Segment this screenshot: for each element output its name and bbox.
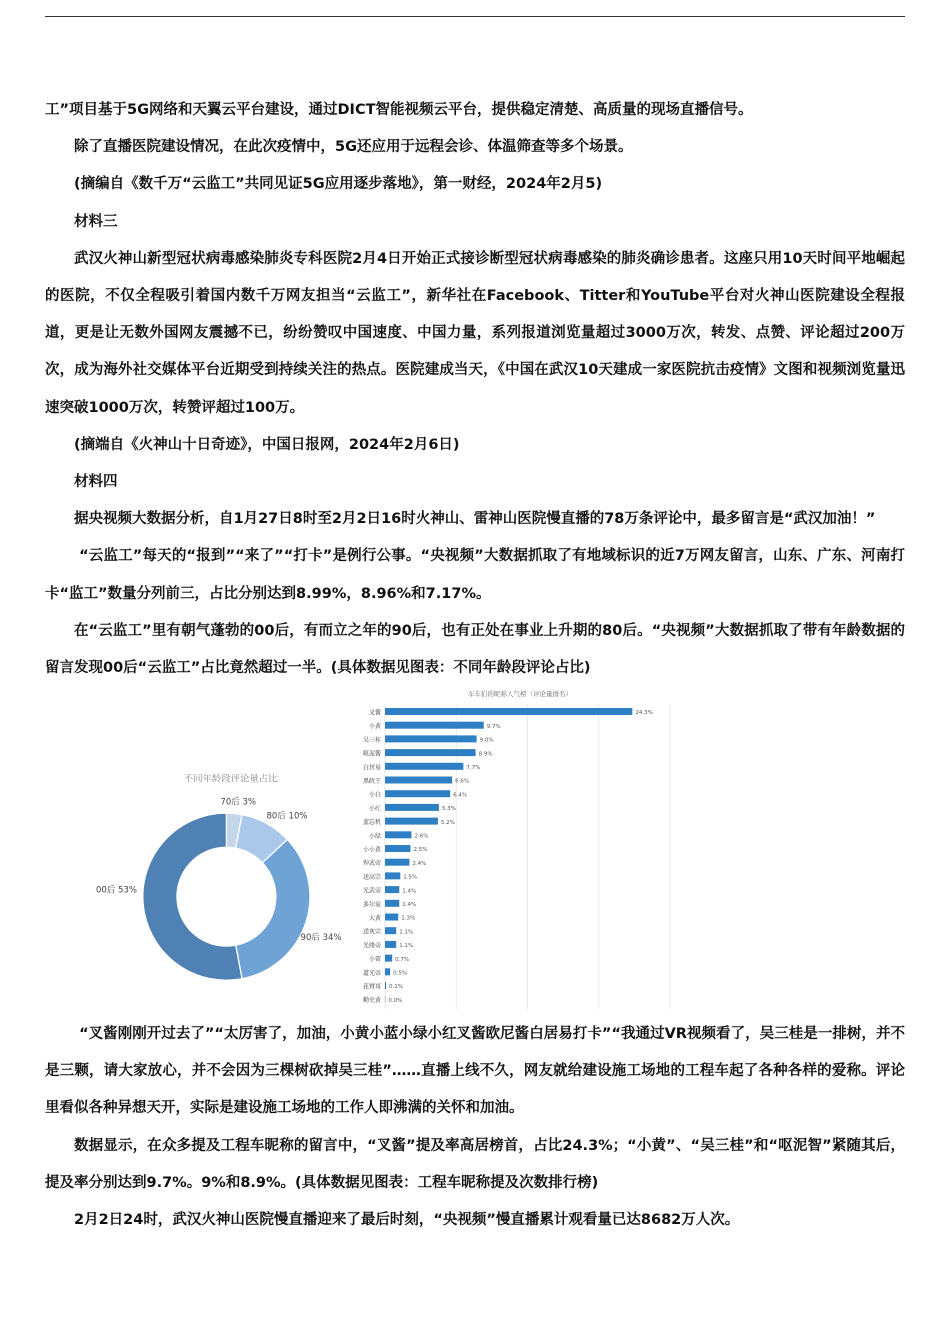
source-citation: (摘端自《火神山十日奇迹》，中国日报网，2024年2月6日) — [74, 436, 460, 453]
bar — [385, 722, 484, 729]
slice-category: 90后 — [300, 933, 320, 944]
bar-category-label: 光武帝 — [362, 887, 381, 895]
age-donut-chart — [90, 745, 350, 1010]
donut-slice — [236, 839, 310, 978]
bar-value-label: 0.0% — [388, 997, 403, 1004]
bar-value-label: 9.7% — [486, 723, 501, 730]
bar-category-label: 焊武帝 — [362, 860, 381, 868]
bar-category-label: 花臂哥 — [362, 983, 381, 991]
bar — [385, 763, 463, 770]
source-citation: (摘编自《数千万“云监工”共同见证5G应用逐步落地》，第一财经，2024年2月5) — [74, 176, 603, 193]
slice-value: 53% — [118, 885, 137, 896]
bar-category-label: 送灰宗 — [362, 928, 381, 936]
paragraph: 据央视频大数据分析，自1月27日8时至2月2日16时火神山、雷神山医院慢直播的78万条评论中，最多留言是“武汉加油！” — [74, 511, 876, 528]
bar-value-label: 0.7% — [395, 956, 410, 963]
bar — [385, 831, 411, 838]
bar-category-label: 小白 — [368, 791, 381, 799]
bar — [385, 804, 439, 811]
bar — [385, 790, 450, 797]
bar-value-label: 2.5% — [413, 847, 428, 854]
bar-value-label: 5.2% — [440, 819, 455, 826]
paragraph: 工”项目基于5G网络和天翼云平台建设，通过DICT智能视频云平台，提供稳定清楚、高质量的现场直播信号。 — [45, 102, 753, 118]
slice-category: 70后 — [220, 797, 240, 808]
bar-category-label: 光绪帝 — [362, 942, 381, 950]
bar-category-label: 小红 — [368, 805, 381, 813]
paragraph: 除了直播医院建设情况，在此次疫情中，5G还应用于远程会诊、体温筛查等多个场景。 — [74, 139, 633, 156]
bar — [385, 886, 399, 893]
slice-value: 10% — [288, 811, 308, 822]
bar-value-label: 2.4% — [412, 860, 427, 867]
bar-category-label: 小雷 — [368, 956, 381, 964]
bar-category-label: 吴三桂 — [362, 736, 381, 744]
bar-category-label: 黑政王 — [362, 778, 381, 785]
bar-value-label: 5.3% — [441, 806, 456, 813]
bar — [385, 968, 390, 975]
bar-category-label: 小绿 — [368, 832, 381, 840]
bar — [385, 927, 396, 934]
paragraph: “云监工”每天的“报到”“来了”“打卡”是例行公事。“央视频”大数据抓取了有地域标识的近7万网友留言，山东、广东、河南打卡“监工”数量分列前三，占比分别达到8.99%，8.96%和7.17%。 — [45, 548, 905, 602]
bar-value-label: 2.6% — [414, 833, 429, 840]
bar — [385, 982, 386, 989]
paragraph: “叉酱刚刚开过去了”“太厉害了，加油，小黄小蓝小绿小红叉酱欧尼酱白居易打卡”“我通过VR视频看了，吴三桂是一排树，并不是三颗，请大家放心，并不会因为三棵树砍掉吴三桂”……直播上线不久，网友就给建设施工场地的工程车起了各种各样的爱称。评论里看似各种异想天开，实际是建设施工场地的工作人即沸满的关怀和加油。 — [45, 1026, 905, 1117]
bar-value-label: 1.4% — [402, 902, 417, 908]
chart-title: 不同年龄段评论量占比 — [183, 773, 278, 785]
slice-label — [301, 932, 342, 943]
bar-category-label: 道光帝 — [362, 969, 381, 977]
slice-value: 34% — [322, 933, 342, 944]
bar-value-label: 0.5% — [393, 970, 408, 977]
paragraph: 数据显示，在众多提及工程车昵称的留言中，“叉酱”提及率高居榜首，占比24.3%；“小黄”、“吴三桂”和“呕泥智”紧随其后，提及率分别达到9.7%。9%和8.9%。(具体数据见图表：工程车昵称提及次数排行榜) — [45, 1137, 905, 1191]
bar-value-label: 1.1% — [399, 929, 414, 936]
header-rule — [45, 16, 905, 17]
bar — [385, 859, 409, 866]
bar-category-label: 小小黄 — [362, 846, 381, 854]
bar — [385, 872, 400, 879]
bar — [385, 941, 396, 948]
donut-svg — [90, 745, 350, 1010]
bar — [385, 914, 398, 921]
text-block-bottom — [45, 1016, 905, 1239]
bar-category-label: 叉酱 — [368, 709, 381, 717]
bar-value-label: 6.4% — [453, 792, 468, 799]
bar — [385, 708, 632, 715]
slice-category: 00后 — [95, 885, 116, 896]
bar — [385, 900, 399, 907]
slice-category: 80后 — [266, 811, 286, 822]
text-block-top — [45, 92, 905, 687]
bar-value-label: 1.5% — [403, 874, 418, 881]
paragraph: 武汉火神山新型冠状病毒感染肺炎专科医院2月4日开始正式接诊断型冠状病毒感染的肺炎确诊患者。这座只用10天时间平地崛起的医院，不仅全程吸引着国内数千万网友担当“云监工”，新华社在Facebook、Titter和YouTube平台对火神山医院建设全程报道，更是让无数外国网友震撼不已，纷纷赞叹中国速度、中国力量，系列报道浏览量超过3000万次，转发、点赞、评论超过200万次，成为海外社交媒体平台近期受到持续关注的热点。医院建成当天，《中国在武汉10天建成一家医院抗击疫情》文图和视频浏览量迅速突破1000万次，转赞评超过100万。 — [45, 250, 905, 416]
bar-value-label: 1.3% — [401, 915, 416, 922]
bar-value-label: 7.7% — [466, 765, 481, 771]
bar-value-label: 1.1% — [399, 943, 414, 950]
bar-category-label: 呕泥酱 — [362, 750, 381, 758]
slice-label — [96, 884, 137, 895]
bar — [385, 749, 476, 756]
nickname-bar-chart — [345, 686, 675, 1014]
bar-category-label: 多尔衮 — [362, 901, 381, 909]
bar-value-label: 1.4% — [402, 888, 417, 895]
bar-svg — [345, 686, 675, 1014]
bar-category-label: 蓝忘机 — [362, 819, 381, 827]
bar-category-label: 白居易 — [362, 764, 381, 772]
slice-value: 3% — [242, 797, 257, 808]
bar-value-label: 24.3% — [635, 710, 653, 717]
slice-label — [220, 797, 256, 808]
bar-category-label: 送高宗 — [362, 873, 381, 881]
bar-value-label: 6.6% — [455, 778, 470, 785]
bar — [385, 845, 410, 852]
bar-value-label: 9.0% — [479, 737, 494, 744]
bar-category-label: 勤史黄 — [362, 997, 381, 1005]
bar — [385, 818, 438, 825]
bar-category-label: 小黄 — [368, 723, 381, 731]
bar-category-label: 大黄 — [368, 915, 381, 922]
bar — [385, 955, 392, 962]
bar — [385, 777, 452, 784]
bar-value-label: 0.1% — [389, 984, 404, 991]
chart-title: 车车们的昵称人气榜（评论量排名） — [468, 690, 572, 698]
section-heading: 材料三 — [74, 213, 118, 230]
paragraph: 2月2日24时，武汉火神山医院慢直播迎来了最后时刻，“央视频”慢直播累计观看量已达8682万人次。 — [74, 1212, 740, 1229]
paragraph: 在“云监工”里有朝气蓬勃的00后，有而立之年的90后，也有正处在事业上升期的80后。“央视频”大数据抓取了带有年龄数据的留言发现00后“云监工”占比竟然超过一半。(具体数据见图表：不同年龄段评论占比) — [45, 622, 905, 677]
bar-value-label: 8.9% — [478, 751, 493, 758]
bar — [385, 735, 477, 742]
slice-label — [266, 810, 307, 821]
section-heading: 材料四 — [74, 474, 118, 491]
